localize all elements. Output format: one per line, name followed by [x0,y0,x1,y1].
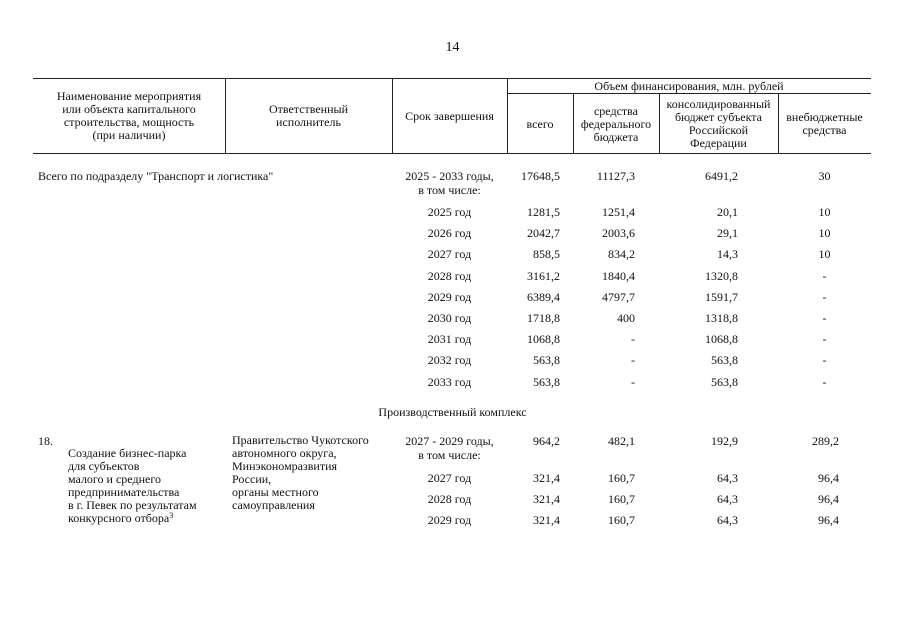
year-federal: - [631,353,635,368]
year-federal: 1840,4 [602,268,635,283]
item-footnote: 3 [169,511,174,520]
year-extra: 10 [818,205,831,219]
year-regional: 64,3 [717,513,738,527]
year-label: 2025 год [427,205,472,219]
transport-period-sub: в том числе: [418,183,481,197]
year-federal: 160,7 [608,513,635,527]
section-title: Производственный комплекс [378,405,527,419]
year-label: 2032 год [427,353,472,368]
header-regional: консолидированный бюджет субъекта Российской Федерации [666,97,771,150]
year-regional: 1320,8 [705,268,738,283]
year-extra: 96,4 [818,492,839,506]
item-period-sub: в том числе: [418,448,481,462]
transport-period: 2025 - 2033 годы, [405,169,494,183]
year-extra: 96,4 [818,471,839,485]
year-extra: - [822,289,827,304]
year-total: 858,5 [533,247,560,262]
year-extra: 96,4 [818,513,839,527]
year-regional: 20,1 [717,205,738,219]
year-regional: 1591,7 [705,289,738,304]
year-total: 1718,8 [527,311,560,325]
year-label: 2026 год [427,226,472,241]
item-executor: Правительство Чукотского автономного округа, Минэкономразвития России, органы местного самоуправления [232,433,369,512]
year-extra: - [822,374,827,389]
year-extra: - [822,268,827,283]
transport-extra: 30 [818,169,831,183]
year-label: 2028 год [427,492,472,506]
item-name-text: Создание бизнес-парка для субъектов малого и среднего предпринимательства в г. Певек по результатам конкурсного отбора [68,446,197,525]
item-period: 2027 - 2029 годы, [405,434,494,448]
year-label: 2029 год [427,289,472,304]
year-extra: - [822,353,827,368]
header-total: всего [526,116,554,131]
year-federal: - [631,374,635,389]
year-regional: 563,8 [711,353,738,368]
header-funding: Объем финансирования, млн. рублей [594,78,784,93]
item-total: 964,2 [533,434,560,448]
year-total: 6389,4 [527,289,560,304]
year-label: 2033 год [427,374,472,389]
year-extra: - [822,311,827,325]
transport-total: 17648,5 [521,169,560,183]
year-federal: 160,7 [608,492,635,506]
year-label: 2030 год [427,311,472,325]
year-regional: 64,3 [717,492,738,506]
year-federal: 160,7 [608,471,635,485]
year-regional: 64,3 [717,471,738,485]
year-federal: 834,2 [608,247,635,262]
header-bottom-rule [33,153,871,154]
transport-regional: 6491,2 [705,169,738,183]
year-federal: 4797,7 [602,289,635,304]
year-total: 1068,8 [527,332,560,347]
year-label: 2031 год [427,332,472,347]
year-extra: 10 [818,226,831,241]
item-federal: 482,1 [608,434,635,448]
year-extra: 10 [818,247,831,262]
header-executor: Ответственный исполнитель [268,102,349,129]
year-federal: 1251,4 [602,205,635,219]
year-label: 2027 год [427,247,472,262]
year-regional: 14,3 [717,247,738,262]
header-name: Наименование мероприятия или объекта капитального строительства, мощность (при наличии) [56,89,202,142]
year-regional: 1068,8 [705,332,738,347]
year-total: 321,4 [533,492,560,506]
item-name [68,434,197,525]
year-total: 1281,5 [527,205,560,219]
year-total: 563,8 [533,353,560,368]
year-regional: 1318,8 [705,311,738,325]
year-total: 3161,2 [527,268,560,283]
item-number: 18. [38,434,53,448]
year-label: 2029 год [427,513,472,527]
year-label: 2028 год [427,268,472,283]
header-extra: внебюджетные средства [786,110,863,137]
header-federal: средства федерального бюджета [580,103,652,144]
page-number: 14 [445,40,460,55]
header-deadline: Срок завершения [405,108,494,123]
item-regional: 192,9 [711,434,738,448]
transport-label: Всего по подразделу "Транспорт и логистика" [38,169,274,183]
year-total: 321,4 [533,471,560,485]
year-label: 2027 год [427,471,472,485]
year-total: 563,8 [533,374,560,389]
year-total: 2042,7 [527,226,560,241]
item-extra: 289,2 [812,434,839,448]
year-extra: - [822,332,827,347]
year-total: 321,4 [533,513,560,527]
funding-subrule [507,93,871,94]
year-federal: - [631,332,635,347]
year-regional: 563,8 [711,374,738,389]
year-federal: 400 [617,311,635,325]
transport-federal: 11127,3 [596,169,635,183]
year-regional: 29,1 [717,226,738,241]
year-federal: 2003,6 [602,226,635,241]
